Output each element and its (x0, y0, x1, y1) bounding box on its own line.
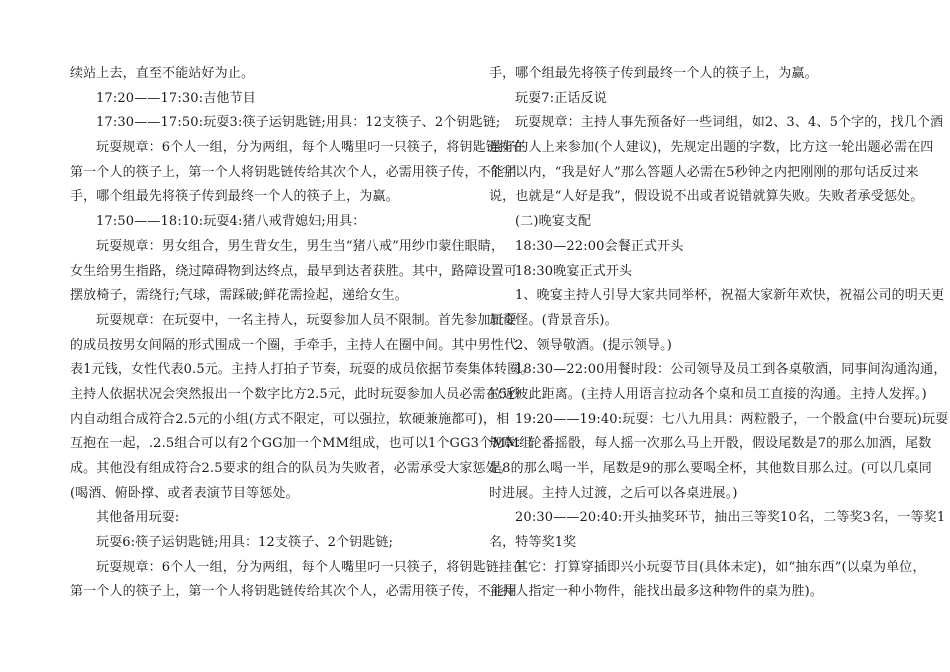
text-line: (喝酒、俯卧撑、或者表演节目等惩处。 (70, 485, 299, 501)
right-text-column (489, 62, 949, 605)
text-line: 17:20——17:30:吉他节目 (96, 90, 256, 106)
text-line: 18:30—22:00会餐正式开头 (515, 238, 684, 254)
text-line: 17:50——18:10:玩耍4:猪八戒背媳妇;用具： (96, 214, 366, 230)
text-line: 玩耍规章：在玩耍中，一名主持人，玩耍参加人员不限制。首先参加玩耍 (96, 312, 517, 328)
text-line: 摆放椅子，需绕行;气球，需踩破;鲜花需捡起，递给女生。 (70, 288, 408, 304)
text-line: 手，哪个组最先将筷子传到最终一个人的筷子上，为赢。 (70, 189, 399, 205)
text-line: 成。其他没有组成符合2.5要求的组合的队员为失败者，必需承受大家惩处。 (70, 461, 512, 476)
text-line: 玩耍6:筷子运钥匙链;用具：12支筷子、2个钥匙链; (96, 535, 394, 551)
text-line: 玩耍规章：男女组合，男生背女生，男生当“猪八戒”用纱巾蒙住眼睛， (96, 238, 505, 254)
text-line: 名，特等奖1奖 (489, 535, 577, 551)
text-line: 拉近彼此距离。(主持人用语言拉动各个桌和员工直接的沟通。主持人发挥。) (489, 386, 927, 402)
text-line: 表1元钱，女性代表0.5元。主持人打拍子节奏，玩耍的成员依据节奏集体转圈。 (70, 362, 534, 378)
text-line: 手，哪个组最先将筷子传到最终一个人的筷子上，为赢。 (489, 66, 818, 81)
text-line: 20:30——20:40:开头抽奖环节，抽出三等奖10名，二等奖3名，一等奖1 (515, 510, 946, 526)
text-line: 第一个人的筷子上，第一个人将钥匙链传给其次个人，必需用筷子传，不能用 (70, 164, 518, 180)
text-line: 玩耍规章：主持人事先预备好一些词组，如2、3、4、5个字的，找几个酒 (515, 115, 944, 131)
text-line: 主持人依据状况会突然报出一个数字比方2.5元，此时玩耍参加人员必需在5秒 (70, 386, 521, 402)
text-line: 18:30晚宴正式开头 (515, 263, 633, 279)
text-line: 17:30——17:50:玩耍3:筷子运钥匙链;用具：12支筷子、2个钥匙链; (96, 115, 501, 131)
text-line: 说，也就是“人好是我”，假设说不出或者说错就算失败。失败者承受惩处。 (489, 189, 924, 205)
text-line: 规章：轮番摇骰，每人摇一次那么马上开骰，假设尾数是7的那么加酒，尾数 (489, 436, 932, 452)
text-line: 是8的那么喝一半，尾数是9的那么要喝全杯，其他数目那么过。(可以几桌同 (489, 461, 932, 476)
text-line: 其他备用玩耍: (96, 510, 180, 526)
text-line: 玩耍规章：6个人一组，分为两组，每个人嘴里叼一只筷子，将钥匙链挂在 (96, 559, 526, 575)
text-line: 19:20——19:40:玩耍：七八九用具：两粒骰子，一个骰盒(中台要玩)玩耍 (515, 411, 949, 427)
text-line: 互抱在一起，.2.5组合可以有2个GG加一个MM组成，也可以1个GG3个MM组 (70, 436, 533, 452)
text-line: 的成员按男女间隔的形式围成一个圈，手牵手，主持人在圈中间。其中男性代 (70, 337, 518, 353)
text-line: 其它：打算穿插即兴小玩耍节目(具体未定)，如“抽东西”(以桌为单位， (515, 559, 926, 575)
text-line: 个字以内，“我是好人”那么答题人必需在5秒钟之内把刚刚的那句话反过来 (489, 164, 919, 180)
text-line: 续站上去，直至不能站好为止。 (70, 66, 255, 81)
text-line: 女生给男生指路，绕过障碍物到达终点，最早到达者获胜。其中，路障设置可 (70, 263, 518, 279)
text-line: 加奇怪。(背景音乐)。 (489, 312, 618, 328)
text-line: 18:30—22:00用餐时段：公司领导及员工到各桌敬酒，同事间沟通沟通， (515, 362, 947, 378)
text-line: 玩耍规章：6个人一组，分为两组，每个人嘴里叼一只筷子，将钥匙链挂在 (96, 140, 526, 156)
text-line: 第一个人的筷子上，第一个人将钥匙链传给其次个人，必需用筷子传，不能用 (70, 584, 518, 600)
text-line: 时进展。主持人过渡，之后可以各桌进展。) (489, 485, 738, 501)
text-line: 1、晚宴主持人引导大家共同举杯，祝福大家新年欢快，祝福公司的明天更 (515, 288, 945, 304)
text-line: 主持人指定一种小物件，能找出最多这种物件的桌为胜)。 (489, 584, 823, 600)
text-line: (二)晚宴支配 (515, 214, 592, 230)
text-line: 量好的人上来参加(个人建议)，先规定出题的字数，比方这一轮出题必需在四 (489, 140, 934, 156)
text-line: 内自动组合成符合2.5元的小组(方式不限定，可以强拉，软硬兼施都可)，相 (70, 411, 510, 427)
text-line: 玩耍7:正话反说 (515, 90, 607, 106)
text-line: 2、领导敬酒。(提示领导。) (515, 337, 673, 353)
